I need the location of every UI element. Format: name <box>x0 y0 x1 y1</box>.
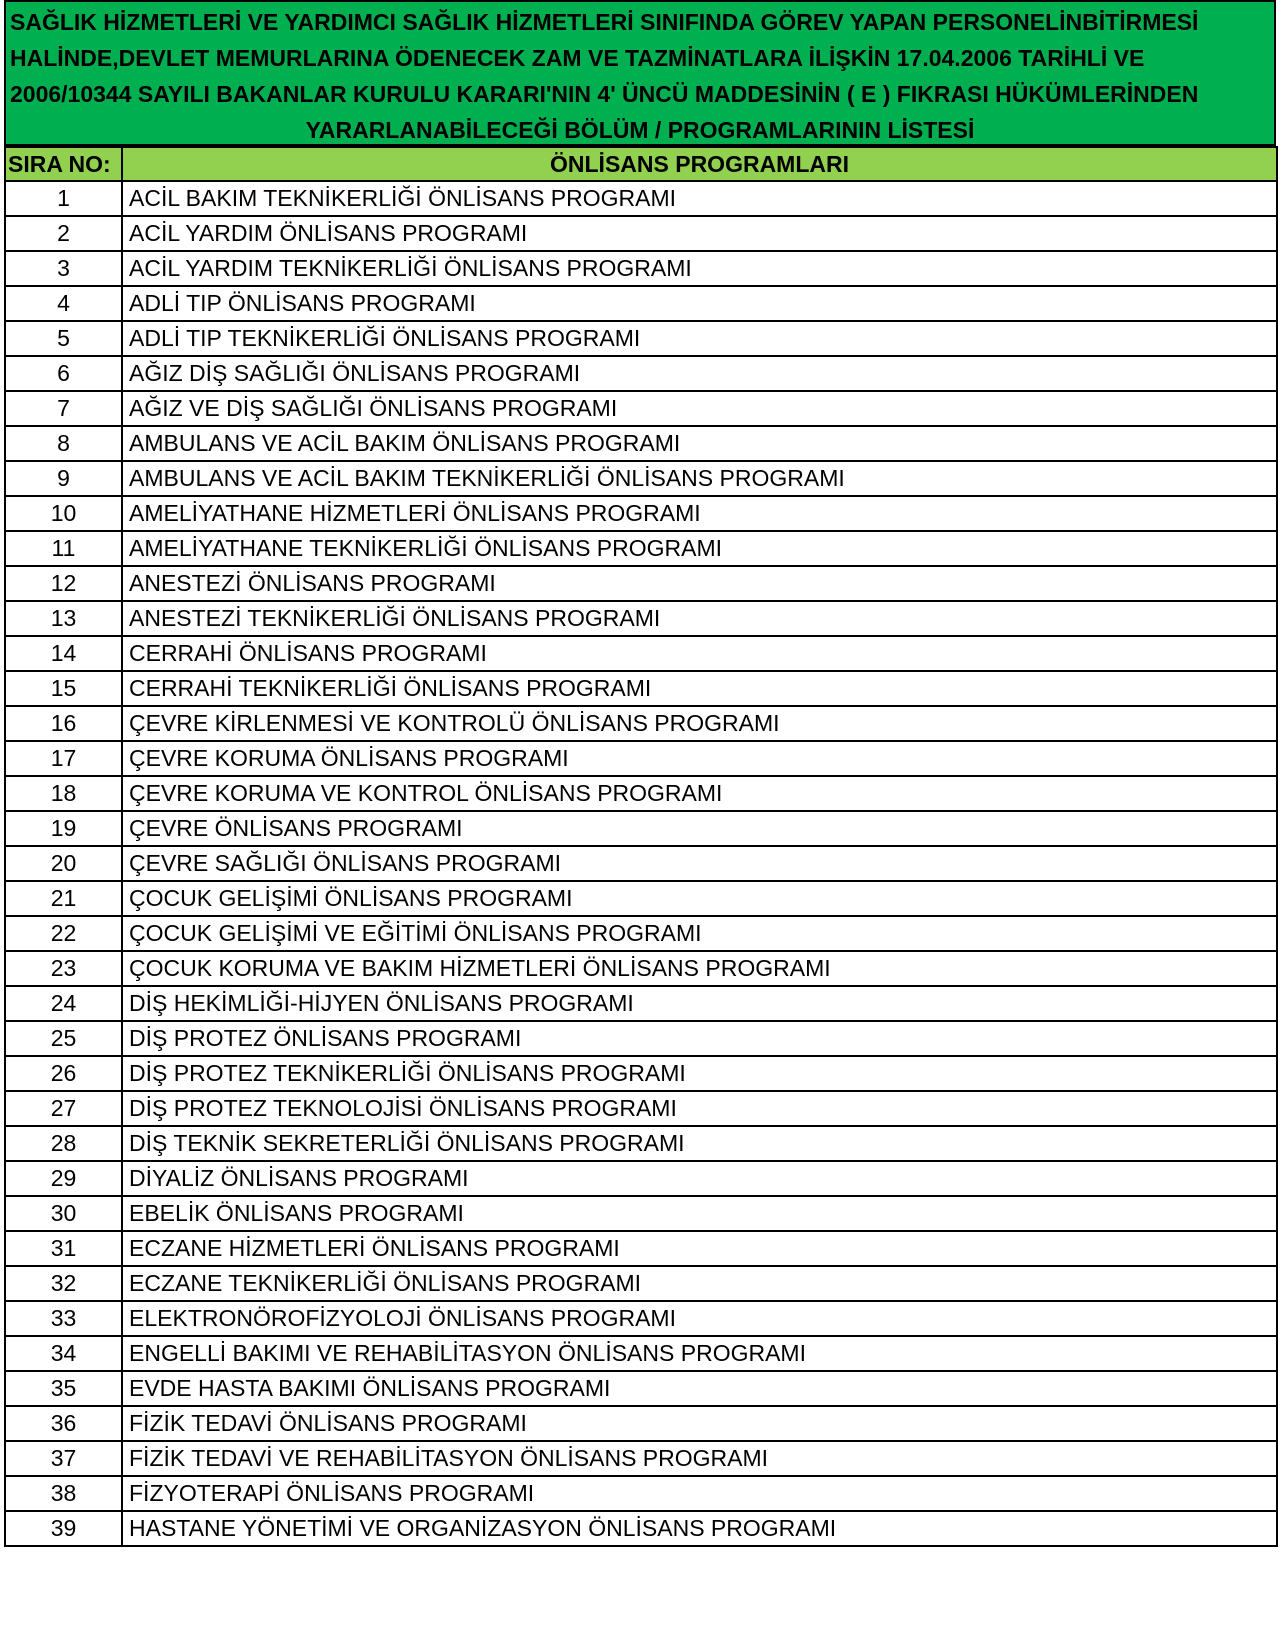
program-name: ACİL BAKIM TEKNİKERLİĞİ ÖNLİSANS PROGRAMI <box>122 181 1277 216</box>
row-number: 29 <box>5 1161 122 1196</box>
program-name: EBELİK ÖNLİSANS PROGRAMI <box>122 1196 1277 1231</box>
program-name: ACİL YARDIM TEKNİKERLİĞİ ÖNLİSANS PROGRAMI <box>122 251 1277 286</box>
row-number: 4 <box>5 286 122 321</box>
program-name: ELEKTRONÖROFİZYOLOJİ ÖNLİSANS PROGRAMI <box>122 1301 1277 1336</box>
table-row <box>5 566 1277 601</box>
row-number: 8 <box>5 426 122 461</box>
table-row <box>5 1476 1277 1511</box>
program-name: AĞIZ DİŞ SAĞLIĞI ÖNLİSANS PROGRAMI <box>122 356 1277 391</box>
row-number: 38 <box>5 1476 122 1511</box>
program-name: DİYALİZ ÖNLİSANS PROGRAMI <box>122 1161 1277 1196</box>
program-name: AMBULANS VE ACİL BAKIM ÖNLİSANS PROGRAMI <box>122 426 1277 461</box>
title-line-3: 2006/10344 SAYILI BAKANLAR KURULU KARARI'NIN 4' ÜNCÜ MADDESİNİN ( E ) FIKRASI HÜKÜMLERİNDEN <box>10 81 1199 107</box>
program-name: ÇEVRE KORUMA VE KONTROL ÖNLİSANS PROGRAMI <box>122 776 1277 811</box>
row-number: 24 <box>5 986 122 1021</box>
program-name: ADLİ TIP ÖNLİSANS PROGRAMI <box>122 286 1277 321</box>
row-number: 36 <box>5 1406 122 1441</box>
program-name: ECZANE HİZMETLERİ ÖNLİSANS PROGRAMI <box>122 1231 1277 1266</box>
row-number: 21 <box>5 881 122 916</box>
row-number: 6 <box>5 356 122 391</box>
row-number: 37 <box>5 1441 122 1476</box>
table-row <box>5 1231 1277 1266</box>
table-row <box>5 741 1277 776</box>
row-number: 5 <box>5 321 122 356</box>
row-number: 31 <box>5 1231 122 1266</box>
program-name: EVDE HASTA BAKIMI ÖNLİSANS PROGRAMI <box>122 1371 1277 1406</box>
table-row <box>5 1021 1277 1056</box>
table-row <box>5 251 1277 286</box>
title-line-1: SAĞLIK HİZMETLERİ VE YARDIMCI SAĞLIK HİZMETLERİ SINIFINDA GÖREV YAPAN PERSONELİNBİTİRMESİ <box>10 9 1199 35</box>
program-name: AĞIZ VE DİŞ SAĞLIĞI ÖNLİSANS PROGRAMI <box>122 391 1277 426</box>
row-number: 9 <box>5 461 122 496</box>
program-name: AMBULANS VE ACİL BAKIM TEKNİKERLİĞİ ÖNLİSANS PROGRAMI <box>122 461 1277 496</box>
program-name: DİŞ PROTEZ ÖNLİSANS PROGRAMI <box>122 1021 1277 1056</box>
table-header-row <box>5 147 1277 181</box>
title-line-4: YARARLANABİLECEĞİ BÖLÜM / PROGRAMLARININ LİSTESİ <box>305 117 975 143</box>
programs-table <box>4 146 1278 1547</box>
program-name: DİŞ PROTEZ TEKNOLOJİSİ ÖNLİSANS PROGRAMI <box>122 1091 1277 1126</box>
program-name: CERRAHİ TEKNİKERLİĞİ ÖNLİSANS PROGRAMI <box>122 671 1277 706</box>
table-row <box>5 811 1277 846</box>
row-number: 19 <box>5 811 122 846</box>
program-name: ÇOCUK GELİŞİMİ VE EĞİTİMİ ÖNLİSANS PROGRAMI <box>122 916 1277 951</box>
table-row <box>5 986 1277 1021</box>
table-row <box>5 706 1277 741</box>
table-row <box>5 391 1277 426</box>
program-name: FİZİK TEDAVİ ÖNLİSANS PROGRAMI <box>122 1406 1277 1441</box>
row-number: 1 <box>5 181 122 216</box>
program-name: FİZYOTERAPİ ÖNLİSANS PROGRAMI <box>122 1476 1277 1511</box>
table-row <box>5 776 1277 811</box>
table-row <box>5 1511 1277 1546</box>
row-number: 23 <box>5 951 122 986</box>
row-number: 34 <box>5 1336 122 1371</box>
row-number: 13 <box>5 601 122 636</box>
table-row <box>5 1161 1277 1196</box>
row-number: 14 <box>5 636 122 671</box>
row-number: 2 <box>5 216 122 251</box>
table-row <box>5 1336 1277 1371</box>
program-name: ÇOCUK KORUMA VE BAKIM HİZMETLERİ ÖNLİSANS PROGRAMI <box>122 951 1277 986</box>
program-name: CERRAHİ ÖNLİSANS PROGRAMI <box>122 636 1277 671</box>
table-row <box>5 356 1277 391</box>
row-number: 15 <box>5 671 122 706</box>
table-row <box>5 671 1277 706</box>
table-row <box>5 846 1277 881</box>
program-name: ÇEVRE KORUMA ÖNLİSANS PROGRAMI <box>122 741 1277 776</box>
table-row <box>5 496 1277 531</box>
row-number: 11 <box>5 531 122 566</box>
program-name: ANESTEZİ TEKNİKERLİĞİ ÖNLİSANS PROGRAMI <box>122 601 1277 636</box>
row-number: 39 <box>5 1511 122 1546</box>
table-row <box>5 426 1277 461</box>
table-row <box>5 601 1277 636</box>
program-name: ENGELLİ BAKIMI VE REHABİLİTASYON ÖNLİSANS PROGRAMI <box>122 1336 1277 1371</box>
table-row <box>5 1091 1277 1126</box>
table-row <box>5 286 1277 321</box>
row-number: 33 <box>5 1301 122 1336</box>
row-number: 30 <box>5 1196 122 1231</box>
program-name: FİZİK TEDAVİ VE REHABİLİTASYON ÖNLİSANS PROGRAMI <box>122 1441 1277 1476</box>
table-row <box>5 461 1277 496</box>
document-title <box>4 0 1276 146</box>
program-name: AMELİYATHANE TEKNİKERLİĞİ ÖNLİSANS PROGRAMI <box>122 531 1277 566</box>
program-name: HASTANE YÖNETİMİ VE ORGANİZASYON ÖNLİSANS PROGRAMI <box>122 1511 1277 1546</box>
program-name: ECZANE TEKNİKERLİĞİ ÖNLİSANS PROGRAMI <box>122 1266 1277 1301</box>
document-sheet <box>4 0 1276 1547</box>
row-number: 18 <box>5 776 122 811</box>
row-number: 7 <box>5 391 122 426</box>
table-row <box>5 636 1277 671</box>
program-name: ADLİ TIP TEKNİKERLİĞİ ÖNLİSANS PROGRAMI <box>122 321 1277 356</box>
row-number: 22 <box>5 916 122 951</box>
program-name: ACİL YARDIM ÖNLİSANS PROGRAMI <box>122 216 1277 251</box>
row-number: 3 <box>5 251 122 286</box>
table-row <box>5 1196 1277 1231</box>
program-name: DİŞ HEKİMLİĞİ-HİJYEN ÖNLİSANS PROGRAMI <box>122 986 1277 1021</box>
table-row <box>5 1371 1277 1406</box>
table-row <box>5 1441 1277 1476</box>
table-row <box>5 1266 1277 1301</box>
table-row <box>5 1056 1277 1091</box>
program-name: AMELİYATHANE HİZMETLERİ ÖNLİSANS PROGRAMI <box>122 496 1277 531</box>
table-row <box>5 916 1277 951</box>
table-row <box>5 1406 1277 1441</box>
program-name: ÇEVRE SAĞLIĞI ÖNLİSANS PROGRAMI <box>122 846 1277 881</box>
program-name: ÇEVRE ÖNLİSANS PROGRAMI <box>122 811 1277 846</box>
table-row <box>5 321 1277 356</box>
table-row <box>5 1126 1277 1161</box>
row-number: 10 <box>5 496 122 531</box>
row-number: 16 <box>5 706 122 741</box>
table-row <box>5 531 1277 566</box>
row-number: 35 <box>5 1371 122 1406</box>
program-name: ÇOCUK GELİŞİMİ ÖNLİSANS PROGRAMI <box>122 881 1277 916</box>
table-body <box>5 181 1277 1546</box>
row-number: 17 <box>5 741 122 776</box>
table-row <box>5 881 1277 916</box>
row-number: 25 <box>5 1021 122 1056</box>
table-row <box>5 1301 1277 1336</box>
program-name: DİŞ TEKNİK SEKRETERLİĞİ ÖNLİSANS PROGRAMI <box>122 1126 1277 1161</box>
row-number: 20 <box>5 846 122 881</box>
row-number: 32 <box>5 1266 122 1301</box>
table-row <box>5 181 1277 216</box>
table-row <box>5 216 1277 251</box>
title-line-2: HALİNDE,DEVLET MEMURLARINA ÖDENECEK ZAM VE TAZMİNATLARA İLİŞKİN 17.04.2006 TARİHLİ VE <box>10 45 1145 71</box>
row-number: 26 <box>5 1056 122 1091</box>
program-name: ÇEVRE KİRLENMESİ VE KONTROLÜ ÖNLİSANS PROGRAMI <box>122 706 1277 741</box>
row-number: 27 <box>5 1091 122 1126</box>
table-row <box>5 951 1277 986</box>
row-number: 28 <box>5 1126 122 1161</box>
column-header-programs: ÖNLİSANS PROGRAMLARI <box>122 147 1277 181</box>
program-name: DİŞ PROTEZ TEKNİKERLİĞİ ÖNLİSANS PROGRAMI <box>122 1056 1277 1091</box>
program-name: ANESTEZİ ÖNLİSANS PROGRAMI <box>122 566 1277 601</box>
row-number: 12 <box>5 566 122 601</box>
column-header-sira-no: SIRA NO: <box>5 147 122 181</box>
